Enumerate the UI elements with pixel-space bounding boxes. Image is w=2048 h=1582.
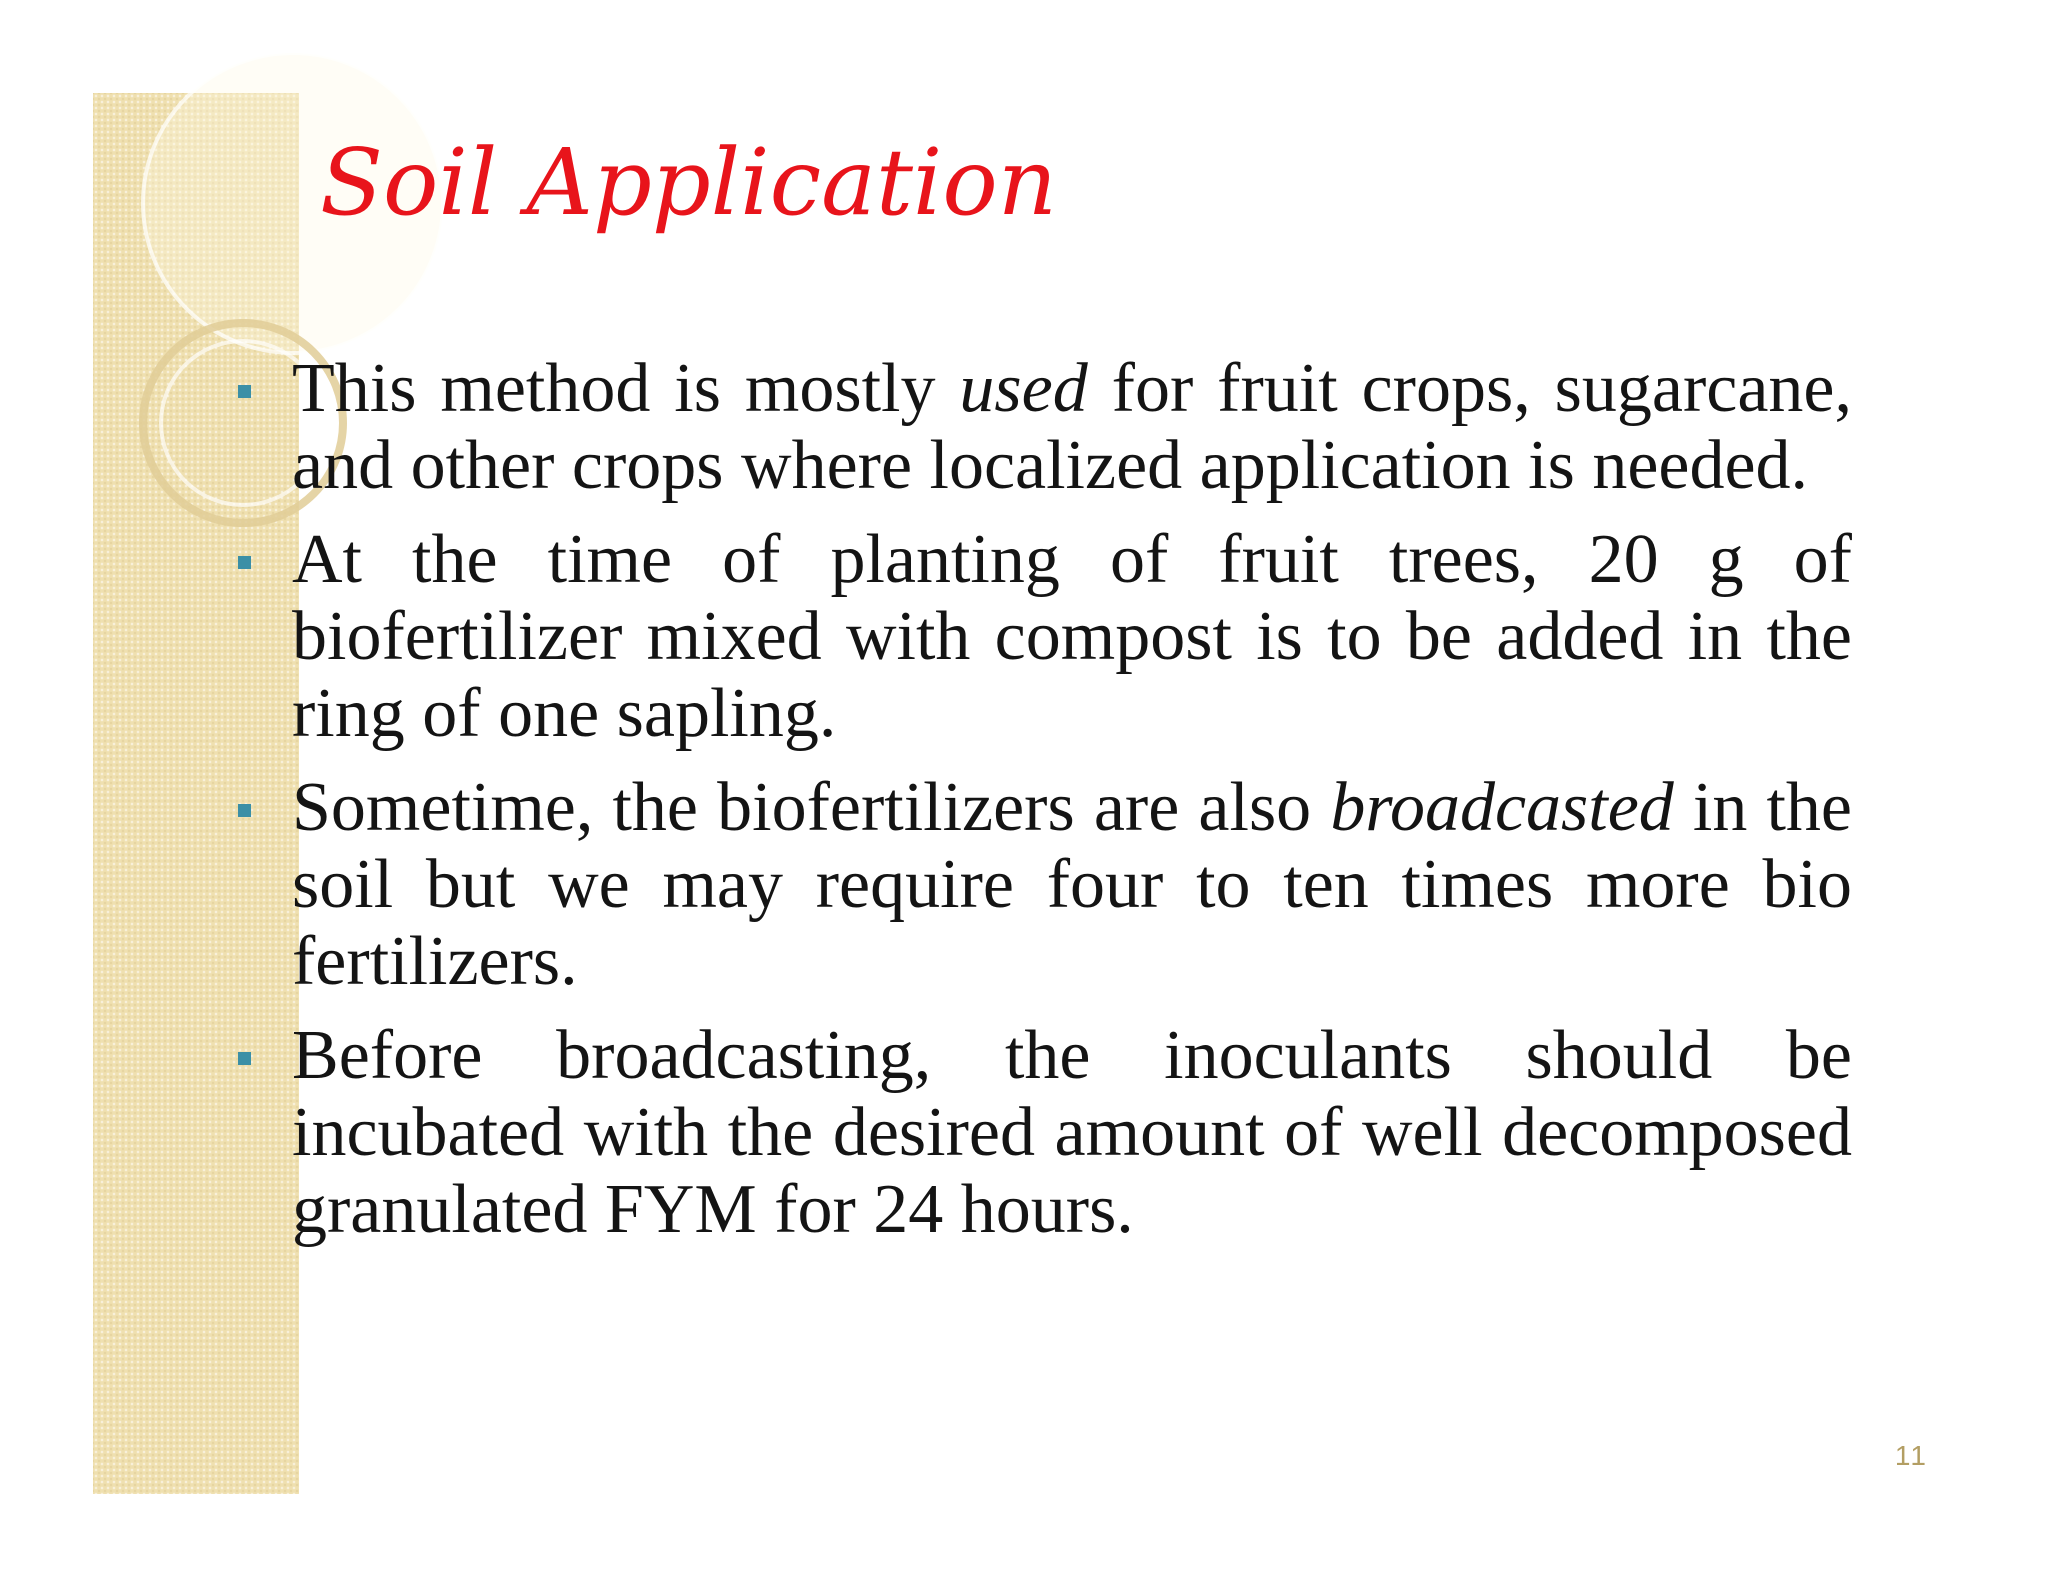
bullet-text-part: for fruit crops, sugarcane, and other crops where localized application is needed. <box>292 350 1852 504</box>
bullet-text: At the time of planting of fruit trees, 20 g of biofertilizer mixed with compost is to be added in the ring of one sapling. <box>292 521 1852 752</box>
bullet-text-part: Sometime, the biofertilizers are also <box>292 769 1331 846</box>
square-bullet-icon <box>238 385 251 398</box>
square-bullet-icon <box>238 1052 251 1065</box>
bullet-emphasis: used <box>959 350 1088 427</box>
square-bullet-icon <box>238 804 251 817</box>
bullet-text-part: in the soil but we may require four to ten times more bio fertilizers. <box>292 769 1852 1000</box>
slide-title: Soil Application <box>320 129 1057 236</box>
bullet-text: Before broadcasting, the inoculants should be incubated with the desired amount of well decomposed granulated FYM for 24 hours. <box>292 1017 1852 1248</box>
bullet-list <box>232 350 1852 1265</box>
bullet-item <box>232 350 1852 504</box>
bullet-item <box>232 1017 1852 1248</box>
page-number: 11 <box>1894 1440 1928 1471</box>
square-bullet-icon <box>238 556 251 569</box>
bullet-item <box>232 769 1852 1000</box>
bullet-item <box>232 521 1852 752</box>
bullet-text-part: This method is mostly <box>292 350 960 427</box>
bullet-emphasis: broadcasted <box>1330 769 1674 846</box>
